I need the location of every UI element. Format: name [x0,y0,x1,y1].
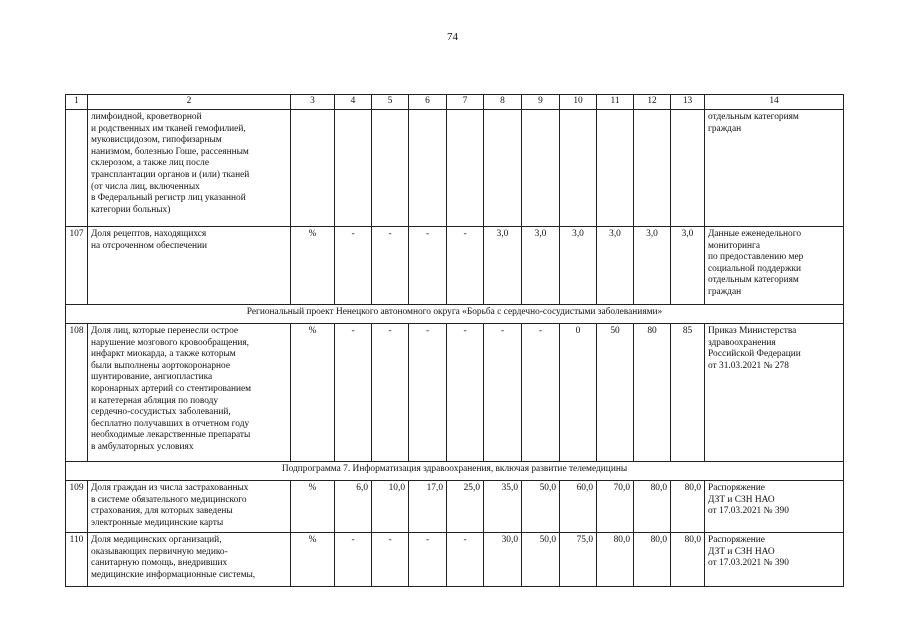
col-header: 6 [409,95,447,110]
value-cell: 10,0 [372,481,409,533]
value-cell: - [447,324,484,462]
col-header: 3 [291,95,335,110]
value-cell: 3,0 [634,227,671,305]
value-cell: 70,0 [597,481,634,533]
value-cell [409,110,447,227]
value-cell: 30,0 [484,533,522,587]
table-row [66,533,844,587]
value-cell: 25,0 [447,481,484,533]
col-header: 4 [335,95,372,110]
col-header: 12 [634,95,671,110]
value-cell [634,110,671,227]
row-number: 110 [66,533,88,587]
value-cell: - [522,324,560,462]
value-cell: 80,0 [634,533,671,587]
col-header: 9 [522,95,560,110]
value-cell: - [372,533,409,587]
column-header-row [66,95,844,110]
value-cell [447,110,484,227]
indicator-name: лимфоидной, кроветворной и родственных им тканей гемофилией, муковисцидозом, гипофизарным нанизмом, болезнью Гоше, рассеянным склерозом, а также лиц после трансплантации органов и (или) тканей (от числа лиц, включенных в Федеральный регистр лиц указанной категории больных) [88,110,291,227]
source-doc: Приказ Министерства здравоохранения Российской Федерации от 31.03.2021 № 278 [705,324,844,462]
value-cell: - [447,533,484,587]
col-header: 5 [372,95,409,110]
table-row [66,324,844,462]
value-cell: 80,0 [671,533,705,587]
value-cell: - [409,227,447,305]
col-header: 8 [484,95,522,110]
value-cell: - [409,324,447,462]
table-row [66,110,844,227]
value-cell: 3,0 [522,227,560,305]
value-cell: 3,0 [597,227,634,305]
col-header: 7 [447,95,484,110]
source-doc: отдельным категориям граждан [705,110,844,227]
value-cell [671,110,705,227]
value-cell: 3,0 [484,227,522,305]
row-number: 109 [66,481,88,533]
unit: % [291,227,335,305]
value-cell: - [447,227,484,305]
value-cell: 80,0 [671,481,705,533]
section-row [66,462,844,481]
row-number: 107 [66,227,88,305]
value-cell: - [372,324,409,462]
value-cell: - [484,324,522,462]
col-header: 10 [560,95,597,110]
section-row [66,305,844,324]
value-cell [560,110,597,227]
col-header: 13 [671,95,705,110]
value-cell: 50,0 [522,481,560,533]
section-title: Региональный проект Ненецкого автономного округа «Борьба с сердечно-сосудистыми заболеваниями» [66,305,844,324]
table-row [66,481,844,533]
value-cell: 85 [671,324,705,462]
value-cell: - [335,324,372,462]
value-cell [372,110,409,227]
value-cell: 6,0 [335,481,372,533]
value-cell: 0 [560,324,597,462]
row-number: 108 [66,324,88,462]
row-number [66,110,88,227]
value-cell: 80,0 [597,533,634,587]
value-cell: 17,0 [409,481,447,533]
value-cell: - [335,227,372,305]
indicator-name: Доля граждан из числа застрахованных в системе обязательного медицинского страхования, для которых заведены электронные медицинские карты [88,481,291,533]
value-cell: 80 [634,324,671,462]
value-cell: 35,0 [484,481,522,533]
value-cell [597,110,634,227]
value-cell [522,110,560,227]
value-cell: - [409,533,447,587]
value-cell: 80,0 [634,481,671,533]
indicator-name: Доля рецептов, находящихся на отсроченном обеспечении [88,227,291,305]
source-doc: Данные еженедельного мониторинга по предоставлению мер социальной поддержки отдельным категориям граждан [705,227,844,305]
value-cell: - [335,533,372,587]
value-cell: 50 [597,324,634,462]
value-cell: 60,0 [560,481,597,533]
indicator-name: Доля медицинских организаций, оказывающих первичную медико- санитарную помощь, внедривших медицинские информационные системы, [88,533,291,587]
unit: % [291,481,335,533]
value-cell: 75,0 [560,533,597,587]
unit: % [291,533,335,587]
value-cell: 50,0 [522,533,560,587]
value-cell [484,110,522,227]
value-cell: 3,0 [560,227,597,305]
value-cell: - [372,227,409,305]
unit [291,110,335,227]
col-header: 11 [597,95,634,110]
col-header: 14 [705,95,844,110]
indicator-name: Доля лиц, которые перенесли острое нарушение мозгового кровообращения, инфаркт миокарда, а также которым были выполнены аортокоронарное шунтирование, ангиопластика коронарных артерий со стентированием и катетерная абляция по поводу сердечно-сосудистых заболеваний, бесплатно получавших в отчетном году необходимые лекарственные препараты в амбулаторных условиях [88,324,291,462]
col-header: 1 [66,95,88,110]
source-doc: Распоряжение ДЗТ и СЗН НАО от 17.03.2021 № 390 [705,533,844,587]
indicators-table [65,94,844,587]
table-row [66,227,844,305]
value-cell: 3,0 [671,227,705,305]
source-doc: Распоряжение ДЗТ и СЗН НАО от 17.03.2021 № 390 [705,481,844,533]
unit: % [291,324,335,462]
section-title: Подпрограмма 7. Информатизация здравоохранения, включая развитие телемедицины [66,462,844,481]
col-header: 2 [88,95,291,110]
value-cell [335,110,372,227]
page-number: 74 [447,31,458,43]
